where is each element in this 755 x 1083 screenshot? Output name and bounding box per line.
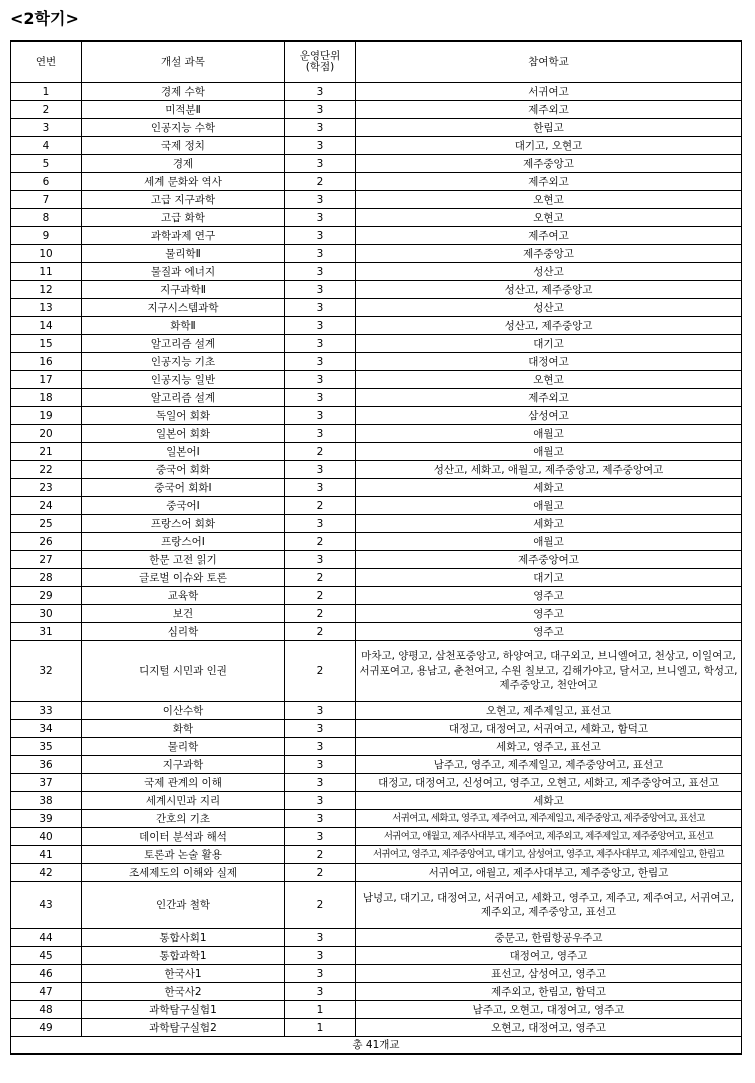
participating-schools: 남주고, 오현고, 대정여고, 영주고 — [356, 1001, 742, 1019]
course-name: 인공지능 수학 — [82, 119, 285, 137]
course-name: 물리학 — [82, 738, 285, 756]
table-row — [11, 191, 742, 209]
course-name: 물질과 에너지 — [82, 263, 285, 281]
table-row — [11, 353, 742, 371]
course-name: 통합사회1 — [82, 929, 285, 947]
course-units: 2 — [285, 864, 356, 882]
participating-schools: 대정여고, 영주고 — [356, 947, 742, 965]
row-number: 30 — [11, 605, 82, 623]
participating-schools: 제주외고 — [356, 101, 742, 119]
participating-schools: 삼성여고 — [356, 407, 742, 425]
row-number: 33 — [11, 702, 82, 720]
course-units: 3 — [285, 407, 356, 425]
table-row — [11, 702, 742, 720]
table-row — [11, 407, 742, 425]
table-row — [11, 947, 742, 965]
table-row — [11, 569, 742, 587]
row-number: 5 — [11, 155, 82, 173]
row-number: 45 — [11, 947, 82, 965]
table-row — [11, 774, 742, 792]
participating-schools: 애월고 — [356, 533, 742, 551]
course-units: 3 — [285, 425, 356, 443]
course-name: 한국사1 — [82, 965, 285, 983]
participating-schools: 성산고 — [356, 299, 742, 317]
row-number: 28 — [11, 569, 82, 587]
row-number: 32 — [11, 641, 82, 702]
table-row — [11, 335, 742, 353]
course-units: 2 — [285, 641, 356, 702]
row-number: 26 — [11, 533, 82, 551]
course-units: 3 — [285, 83, 356, 101]
table-row — [11, 263, 742, 281]
table-row — [11, 641, 742, 702]
table-row — [11, 587, 742, 605]
course-name: 글로벌 이슈와 토론 — [82, 569, 285, 587]
participating-schools: 성산고, 세화고, 애월고, 제주중앙고, 제주중앙여고 — [356, 461, 742, 479]
course-name: 한국사2 — [82, 983, 285, 1001]
participating-schools: 서귀여고, 영주고, 제주중앙여고, 대기고, 삼성여고, 영주고, 제주사대부고, 제주제일고, 한림고 — [356, 846, 742, 864]
course-units: 3 — [285, 137, 356, 155]
table-row — [11, 720, 742, 738]
course-name: 알고리즘 설계 — [82, 335, 285, 353]
table-row — [11, 119, 742, 137]
row-number: 22 — [11, 461, 82, 479]
course-units: 3 — [285, 353, 356, 371]
course-name: 조세제도의 이해와 실제 — [82, 864, 285, 882]
row-number: 18 — [11, 389, 82, 407]
course-units: 2 — [285, 882, 356, 929]
table-row — [11, 443, 742, 461]
course-name: 미적분Ⅱ — [82, 101, 285, 119]
course-units: 2 — [285, 443, 356, 461]
course-name: 국제 정치 — [82, 137, 285, 155]
row-number: 34 — [11, 720, 82, 738]
row-number: 35 — [11, 738, 82, 756]
participating-schools: 세화고 — [356, 515, 742, 533]
table-row — [11, 155, 742, 173]
row-number: 7 — [11, 191, 82, 209]
table-row — [11, 479, 742, 497]
row-number: 48 — [11, 1001, 82, 1019]
table-row — [11, 173, 742, 191]
course-units: 2 — [285, 497, 356, 515]
course-units: 3 — [285, 191, 356, 209]
participating-schools: 애월고 — [356, 497, 742, 515]
course-units: 3 — [285, 371, 356, 389]
course-units: 3 — [285, 317, 356, 335]
course-name: 일본어Ⅰ — [82, 443, 285, 461]
row-number: 44 — [11, 929, 82, 947]
course-units: 3 — [285, 335, 356, 353]
course-name: 지구과학Ⅱ — [82, 281, 285, 299]
row-number: 2 — [11, 101, 82, 119]
course-name: 인공지능 기초 — [82, 353, 285, 371]
course-name: 중국어 회화 — [82, 461, 285, 479]
course-units: 3 — [285, 792, 356, 810]
row-number: 38 — [11, 792, 82, 810]
course-name: 고급 지구과학 — [82, 191, 285, 209]
table-row — [11, 245, 742, 263]
table-row — [11, 317, 742, 335]
course-units: 3 — [285, 983, 356, 1001]
participating-schools: 성산고 — [356, 263, 742, 281]
course-units: 1 — [285, 1001, 356, 1019]
course-units: 3 — [285, 281, 356, 299]
course-name: 지구과학 — [82, 756, 285, 774]
table-body — [11, 83, 742, 1037]
course-name: 한문 고전 읽기 — [82, 551, 285, 569]
row-number: 16 — [11, 353, 82, 371]
course-name: 세계시민과 지리 — [82, 792, 285, 810]
row-number: 41 — [11, 846, 82, 864]
row-number: 40 — [11, 828, 82, 846]
header-units — [285, 41, 356, 83]
table-row — [11, 1019, 742, 1037]
row-number: 20 — [11, 425, 82, 443]
course-name: 데이터 분석과 해석 — [82, 828, 285, 846]
course-name: 인간과 철학 — [82, 882, 285, 929]
participating-schools: 영주고 — [356, 587, 742, 605]
table-row — [11, 882, 742, 929]
table-row — [11, 929, 742, 947]
course-units: 3 — [285, 263, 356, 281]
row-number: 43 — [11, 882, 82, 929]
course-name: 이산수학 — [82, 702, 285, 720]
table-row — [11, 101, 742, 119]
table-row — [11, 461, 742, 479]
course-units: 3 — [285, 774, 356, 792]
course-name: 일본어 회화 — [82, 425, 285, 443]
participating-schools: 남주고, 영주고, 제주제일고, 제주중앙여고, 표선고 — [356, 756, 742, 774]
participating-schools: 세화고 — [356, 792, 742, 810]
course-units: 3 — [285, 227, 356, 245]
course-name: 지구시스템과학 — [82, 299, 285, 317]
participating-schools: 중문고, 한림항공우주고 — [356, 929, 742, 947]
row-number: 3 — [11, 119, 82, 137]
row-number: 42 — [11, 864, 82, 882]
participating-schools: 한림고 — [356, 119, 742, 137]
course-units: 3 — [285, 702, 356, 720]
course-units: 3 — [285, 155, 356, 173]
table-row — [11, 1001, 742, 1019]
row-number: 8 — [11, 209, 82, 227]
table-row — [11, 281, 742, 299]
participating-schools: 제주중앙고 — [356, 245, 742, 263]
course-name: 토론과 논술 활용 — [82, 846, 285, 864]
course-units: 2 — [285, 569, 356, 587]
course-name: 과학탐구실험1 — [82, 1001, 285, 1019]
participating-schools: 제주여고 — [356, 227, 742, 245]
table-row — [11, 792, 742, 810]
participating-schools: 서귀여고, 애월고, 제주사대부고, 제주중앙고, 한림고 — [356, 864, 742, 882]
participating-schools: 제주외고 — [356, 173, 742, 191]
table-row — [11, 756, 742, 774]
table-row — [11, 227, 742, 245]
row-number: 1 — [11, 83, 82, 101]
participating-schools: 제주중앙여고 — [356, 551, 742, 569]
table-row — [11, 983, 742, 1001]
header-units-line1: 운영단위 — [299, 50, 341, 62]
total-schools: 총 41개교 — [11, 1037, 742, 1055]
row-number: 4 — [11, 137, 82, 155]
participating-schools: 대기고 — [356, 335, 742, 353]
table-row — [11, 551, 742, 569]
participating-schools: 세화고, 영주고, 표선고 — [356, 738, 742, 756]
participating-schools: 서귀여고, 애월고, 제주사대부고, 제주여고, 제주외고, 제주제일고, 제주중앙여고, 표선고 — [356, 828, 742, 846]
course-name: 독일어 회화 — [82, 407, 285, 425]
course-name: 국제 관계의 이해 — [82, 774, 285, 792]
participating-schools: 오현고, 제주제일고, 표선고 — [356, 702, 742, 720]
participating-schools: 영주고 — [356, 623, 742, 641]
participating-schools: 대정고, 대정여고, 신성여고, 영주고, 오현고, 세화고, 제주중앙여고, 표선고 — [356, 774, 742, 792]
course-units: 2 — [285, 846, 356, 864]
participating-schools: 표선고, 삼성여고, 영주고 — [356, 965, 742, 983]
row-number: 47 — [11, 983, 82, 1001]
course-name: 심리학 — [82, 623, 285, 641]
header-course: 개설 과목 — [82, 41, 285, 83]
course-units: 2 — [285, 623, 356, 641]
participating-schools: 서귀여고 — [356, 83, 742, 101]
course-units: 3 — [285, 119, 356, 137]
row-number: 24 — [11, 497, 82, 515]
table-footer-row — [11, 1037, 742, 1055]
table-row — [11, 299, 742, 317]
course-units: 3 — [285, 479, 356, 497]
table-row — [11, 137, 742, 155]
course-units: 2 — [285, 533, 356, 551]
row-number: 23 — [11, 479, 82, 497]
course-units: 3 — [285, 461, 356, 479]
header-units-line2: (학점) — [305, 61, 335, 73]
participating-schools: 오현고 — [356, 371, 742, 389]
course-name: 고급 화학 — [82, 209, 285, 227]
course-units: 3 — [285, 828, 356, 846]
course-units: 3 — [285, 720, 356, 738]
row-number: 10 — [11, 245, 82, 263]
row-number: 27 — [11, 551, 82, 569]
course-units: 3 — [285, 101, 356, 119]
row-number: 12 — [11, 281, 82, 299]
row-number: 14 — [11, 317, 82, 335]
course-units: 3 — [285, 551, 356, 569]
row-number: 29 — [11, 587, 82, 605]
table-row — [11, 425, 742, 443]
table-row — [11, 738, 742, 756]
course-units: 2 — [285, 605, 356, 623]
table-row — [11, 846, 742, 864]
course-units: 3 — [285, 299, 356, 317]
row-number: 49 — [11, 1019, 82, 1037]
row-number: 19 — [11, 407, 82, 425]
course-name: 프랑스어 회화 — [82, 515, 285, 533]
table-header-row — [11, 41, 742, 83]
course-units: 3 — [285, 515, 356, 533]
table-row — [11, 389, 742, 407]
participating-schools: 성산고, 제주중앙고 — [356, 317, 742, 335]
table-row — [11, 810, 742, 828]
row-number: 9 — [11, 227, 82, 245]
participating-schools: 대기고 — [356, 569, 742, 587]
course-name: 화학 — [82, 720, 285, 738]
course-name: 중국어Ⅰ — [82, 497, 285, 515]
course-units: 3 — [285, 756, 356, 774]
course-name: 경제 수학 — [82, 83, 285, 101]
course-units: 2 — [285, 587, 356, 605]
course-name: 과학탐구실험2 — [82, 1019, 285, 1037]
table-row — [11, 605, 742, 623]
participating-schools: 성산고, 제주중앙고 — [356, 281, 742, 299]
row-number: 21 — [11, 443, 82, 461]
table-row — [11, 533, 742, 551]
course-name: 경제 — [82, 155, 285, 173]
table-row — [11, 371, 742, 389]
course-units: 3 — [285, 209, 356, 227]
table-row — [11, 828, 742, 846]
course-units: 1 — [285, 1019, 356, 1037]
participating-schools: 제주외고 — [356, 389, 742, 407]
course-name: 디지털 시민과 인권 — [82, 641, 285, 702]
course-units: 3 — [285, 738, 356, 756]
row-number: 46 — [11, 965, 82, 983]
course-table — [10, 40, 742, 1055]
row-number: 13 — [11, 299, 82, 317]
table-row — [11, 83, 742, 101]
course-units: 3 — [285, 389, 356, 407]
participating-schools: 오현고, 대정여고, 영주고 — [356, 1019, 742, 1037]
participating-schools: 대정여고 — [356, 353, 742, 371]
participating-schools: 애월고 — [356, 425, 742, 443]
participating-schools: 영주고 — [356, 605, 742, 623]
table-row — [11, 864, 742, 882]
course-units: 3 — [285, 947, 356, 965]
row-number: 15 — [11, 335, 82, 353]
course-name: 간호의 기초 — [82, 810, 285, 828]
table-row — [11, 497, 742, 515]
row-number: 37 — [11, 774, 82, 792]
course-units: 3 — [285, 245, 356, 263]
header-no: 연번 — [11, 41, 82, 83]
row-number: 39 — [11, 810, 82, 828]
participating-schools: 대정고, 대정여고, 서귀여고, 세화고, 함덕고 — [356, 720, 742, 738]
course-name: 물리학Ⅱ — [82, 245, 285, 263]
course-name: 인공지능 일반 — [82, 371, 285, 389]
row-number: 6 — [11, 173, 82, 191]
row-number: 36 — [11, 756, 82, 774]
course-name: 과학과제 연구 — [82, 227, 285, 245]
table-row — [11, 623, 742, 641]
course-name: 세계 문화와 역사 — [82, 173, 285, 191]
course-name: 교육학 — [82, 587, 285, 605]
participating-schools: 제주중앙고 — [356, 155, 742, 173]
course-units: 3 — [285, 810, 356, 828]
table-row — [11, 965, 742, 983]
row-number: 31 — [11, 623, 82, 641]
header-schools: 참여학교 — [356, 41, 742, 83]
participating-schools: 서귀여고, 세화고, 영주고, 제주여고, 제주제일고, 제주중앙고, 제주중앙여고, 표선고 — [356, 810, 742, 828]
participating-schools: 오현고 — [356, 209, 742, 227]
course-name: 통합과학1 — [82, 947, 285, 965]
course-units: 3 — [285, 965, 356, 983]
course-name: 중국어 회화Ⅰ — [82, 479, 285, 497]
course-name: 알고리즘 설계 — [82, 389, 285, 407]
row-number: 11 — [11, 263, 82, 281]
participating-schools: 마차고, 양평고, 삼천포중앙고, 하양여고, 대구외고, 브니엘여고, 천상고, 이일여고, 서귀포여고, 용남고, 춘천여고, 수원 칠보고, 김해가야고, 달서고, 브니엘고, 학성고, 제주중앙고, 천안여고 — [356, 641, 742, 702]
participating-schools: 제주외고, 한림고, 함덕고 — [356, 983, 742, 1001]
participating-schools: 오현고 — [356, 191, 742, 209]
participating-schools: 대기고, 오현고 — [356, 137, 742, 155]
table-row — [11, 515, 742, 533]
table-row — [11, 209, 742, 227]
participating-schools: 애월고 — [356, 443, 742, 461]
row-number: 25 — [11, 515, 82, 533]
course-name: 프랑스어Ⅰ — [82, 533, 285, 551]
participating-schools: 남녕고, 대기고, 대정여고, 서귀여고, 세화고, 영주고, 제주고, 제주여고, 서귀여고, 제주외고, 제주중앙고, 표선고 — [356, 882, 742, 929]
course-units: 2 — [285, 173, 356, 191]
course-name: 보건 — [82, 605, 285, 623]
page-title: <2학기> — [10, 9, 79, 28]
participating-schools: 세화고 — [356, 479, 742, 497]
course-name: 화학Ⅱ — [82, 317, 285, 335]
row-number: 17 — [11, 371, 82, 389]
course-units: 3 — [285, 929, 356, 947]
